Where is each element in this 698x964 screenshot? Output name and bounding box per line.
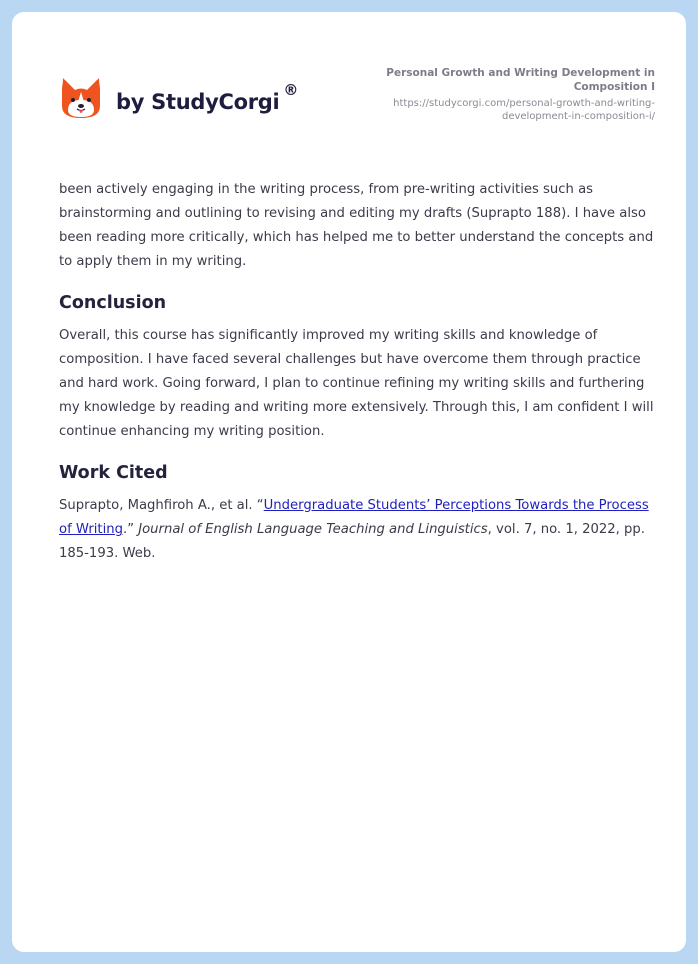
intro-paragraph: been actively engaging in the writing process, from pre-writing activities such as brainstorming and outlining to revising and editing my drafts (Suprapto 188). I have also been reading more critically, which has helped me to better understand the concepts and to apply them in my writing.	[59, 182, 654, 269]
section-heading-conclusion: Conclusion	[59, 293, 167, 313]
brand-name: by StudyCorgi	[116, 90, 280, 114]
citation-entry	[59, 494, 659, 566]
page-header	[12, 12, 686, 152]
document-meta	[345, 66, 655, 123]
document-url: https://studycorgi.com/personal-growth-and-writing-development-in-composition-i/	[393, 98, 655, 122]
citation-authors: Suprapto, Maghfiroh A., et al. “	[59, 498, 264, 513]
document-page	[12, 12, 686, 952]
citation-details: , vol. 7, no. 1, 2022, pp. 185-193. Web.	[59, 522, 645, 561]
studycorgi-logo[interactable]	[60, 76, 298, 120]
document-body	[59, 178, 659, 566]
citation-journal: Journal of English Language Teaching and Linguistics	[138, 522, 488, 537]
citation-after-link: .”	[123, 522, 139, 537]
section-heading-work-cited: Work Cited	[59, 463, 168, 483]
conclusion-paragraph: Overall, this course has significantly improved my writing skills and knowledge of composition. I have faced several challenges but have overcome them through practice and hard work. Going forward, I plan to continue refining my writing skills and furthering my knowledge by reading and writing more extensively. Through this, I am confident I will continue enhancing my writing position.	[59, 328, 654, 439]
corgi-logo-icon	[60, 76, 102, 120]
registered-mark: ®	[283, 81, 299, 99]
document-title: Personal Growth and Writing Development in Composition I	[386, 67, 655, 93]
citation-title-link[interactable]: Undergraduate Students’ Perceptions Towards the Process of Writing	[59, 498, 649, 537]
